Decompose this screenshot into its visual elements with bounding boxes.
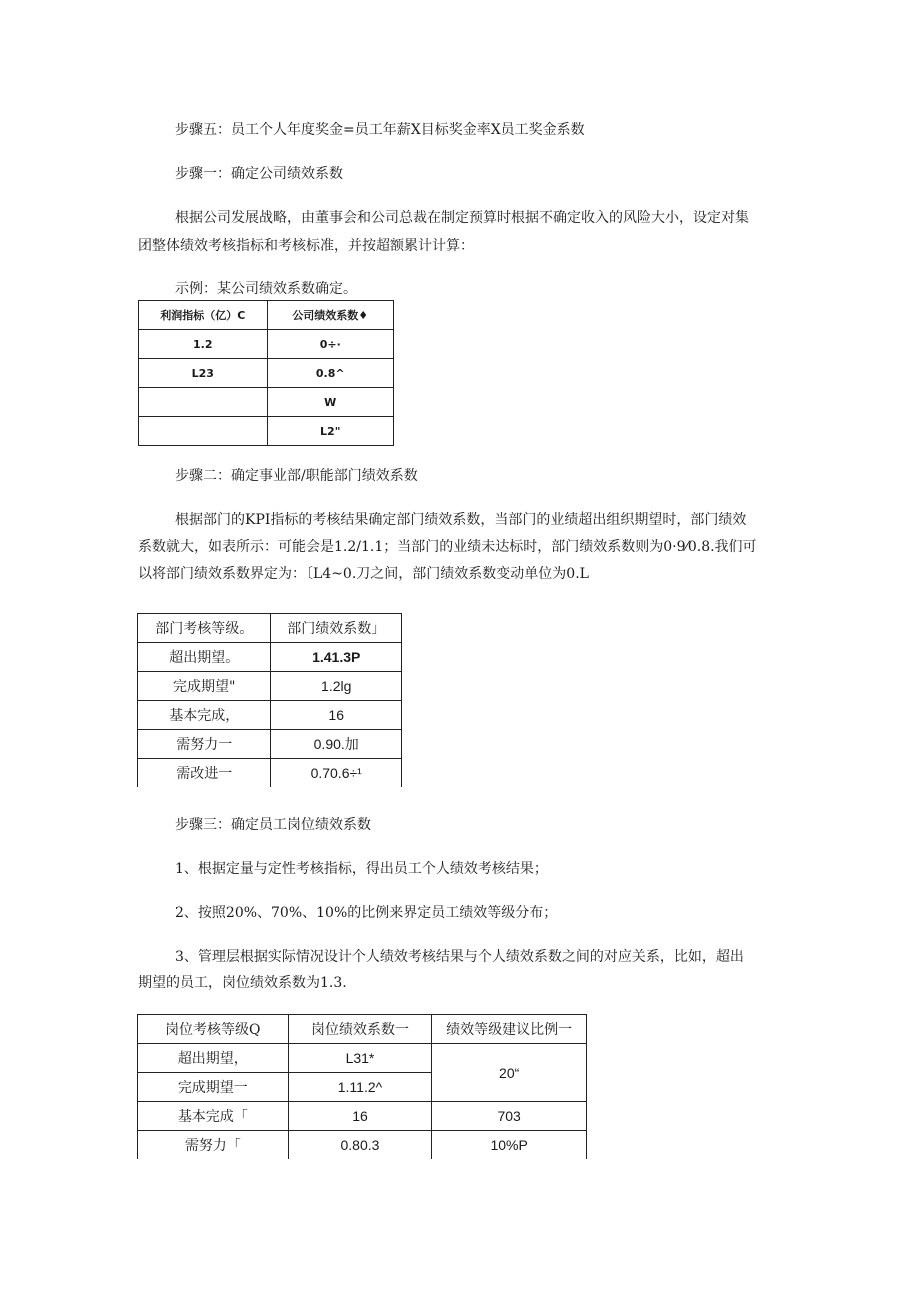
table-row <box>138 672 402 701</box>
table-cell: 超出期望， <box>138 1044 289 1073</box>
step5-line: 步骤五：员工个人年度奖金=员工年薪X目标奖金率X员工奖金系数 <box>175 122 585 138</box>
table-cell: 0.80.3 <box>288 1131 432 1160</box>
department-performance-table <box>137 613 402 787</box>
table-row <box>138 643 402 672</box>
step2-paragraph-line3: 以将部门绩效系数界定为：〔L4~0.刀之间，部门绩效系数变动单位为0.L <box>138 566 589 582</box>
table-cell: 0.8^ <box>267 359 394 388</box>
step2-paragraph-line2: 系数就大，如表所示：可能会是1.2/1.1；当部门的业绩未达标时，部门绩效系数则为0·9⁄0.8.我们可 <box>138 539 757 555</box>
table-header-cell: 绩效等级建议比例一 <box>432 1015 587 1044</box>
table-header-cell: 公司绩效系数♦ <box>267 301 394 330</box>
table-cell: 0÷· <box>267 330 394 359</box>
table-header-row <box>139 301 394 330</box>
step2-heading: 步骤二：确定事业部/职能部门绩效系数 <box>175 468 418 484</box>
step1-paragraph-line2: 团整体绩效考核指标和考核标准，并按超额累计计算： <box>138 238 474 254</box>
table-cell: 需改进一 <box>138 759 271 788</box>
step3-item-3-line2: 期望的员工，岗位绩效系数为1.3. <box>138 975 347 991</box>
table-header-row <box>138 1015 587 1044</box>
table-cell: 1.2lg <box>271 672 402 701</box>
step1-heading: 步骤一：确定公司绩效系数 <box>175 166 343 182</box>
table-cell: L2" <box>267 417 394 446</box>
table-cell: L31* <box>288 1044 432 1073</box>
table-header-cell: 岗位绩效系数一 <box>288 1015 432 1044</box>
table-cell: 0.70.6÷¹ <box>271 759 402 788</box>
step3-item-2: 2、按照20%、70%、10%的比例来界定员工绩效等级分布； <box>175 905 558 921</box>
step3-heading: 步骤三：确定员工岗位绩效系数 <box>175 817 371 833</box>
position-performance-table <box>137 1014 587 1159</box>
table-row <box>138 1102 587 1131</box>
table-cell: 基本完成「 <box>138 1102 289 1131</box>
table-row <box>139 359 394 388</box>
table-cell: 完成期望一 <box>138 1073 289 1102</box>
table-cell: W <box>267 388 394 417</box>
table-cell: 超出期望。 <box>138 643 271 672</box>
table-row <box>138 759 402 788</box>
table-cell: 0.90.加 <box>271 730 402 759</box>
table-cell-merged: 20“ <box>432 1044 587 1102</box>
step3-item-3-line1: 3、管理层根据实际情况设计个人绩效考核结果与个人绩效系数之间的对应关系，比如，超出 <box>175 949 744 965</box>
table-cell: 需努力「 <box>138 1131 289 1160</box>
table-row <box>139 417 394 446</box>
step2-paragraph-line1: 根据部门的KPI指标的考核结果确定部门绩效系数，当部门的业绩超出组织期望时，部门绩效 <box>175 512 747 528</box>
table-cell: 1.11.2^ <box>288 1073 432 1102</box>
table-cell: 基本完成， <box>138 701 271 730</box>
step3-item-1: 1、根据定量与定性考核指标，得出员工个人绩效考核结果； <box>175 861 548 877</box>
table-row <box>138 1131 587 1160</box>
table-cell <box>139 388 268 417</box>
table-cell: 10%P <box>432 1131 587 1160</box>
table-cell: 1.2 <box>139 330 268 359</box>
table-header-cell: 部门考核等级。 <box>138 614 271 643</box>
table-cell <box>139 417 268 446</box>
example-label: 示例：某公司绩效系数确定。 <box>175 281 357 297</box>
table-cell: 1.41.3P <box>271 643 402 672</box>
step1-paragraph-line1: 根据公司发展战略，由董事会和公司总裁在制定预算时根据不确定收入的风险大小，设定对集 <box>175 210 749 226</box>
table-row <box>139 388 394 417</box>
table-row <box>139 330 394 359</box>
table-cell: 16 <box>288 1102 432 1131</box>
company-performance-table <box>138 300 394 446</box>
table-header-row <box>138 614 402 643</box>
table-cell: 703 <box>432 1102 587 1131</box>
table-cell: L23 <box>139 359 268 388</box>
table-cell: 需努力一 <box>138 730 271 759</box>
table-cell: 完成期望" <box>138 672 271 701</box>
table-header-cell: 岗位考核等级Q <box>138 1015 289 1044</box>
table-row <box>138 730 402 759</box>
table-header-cell: 利润指标（亿）C <box>139 301 268 330</box>
table-row <box>138 701 402 730</box>
table-cell: 16 <box>271 701 402 730</box>
table-row <box>138 1044 587 1073</box>
table-header-cell: 部门绩效系数」 <box>271 614 402 643</box>
